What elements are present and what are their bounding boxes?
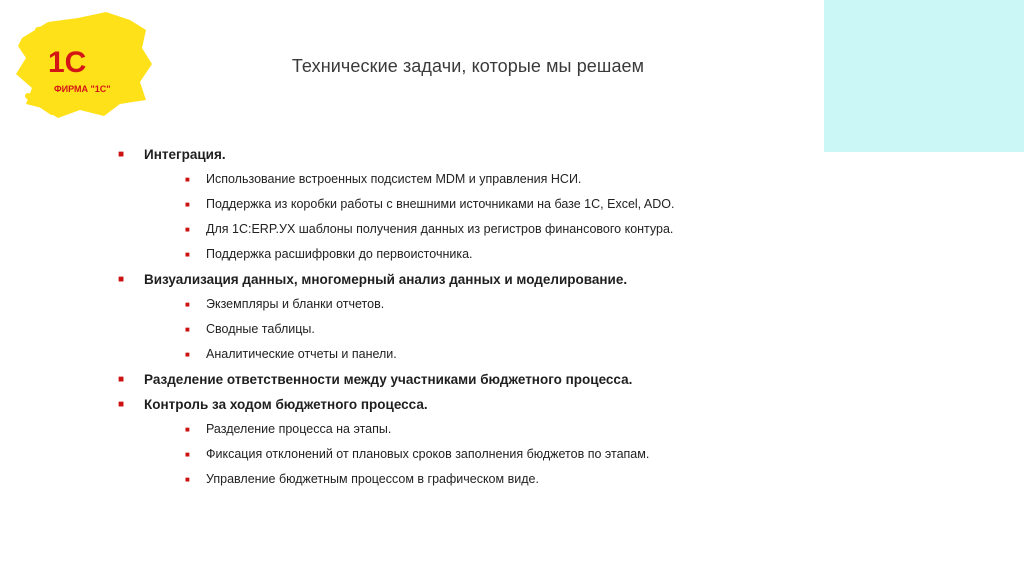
sub-item <box>144 217 818 242</box>
bullet-icon: ■ <box>185 200 190 209</box>
sub-item <box>144 417 818 442</box>
section-heading: Контроль за ходом бюджетного процесса. <box>144 397 428 412</box>
sub-item-text: Поддержка из коробки работы с внешними источниками на базе 1С, Excel, ADO. <box>206 197 675 211</box>
bullet-icon: ■ <box>185 425 190 434</box>
sub-item <box>144 442 818 467</box>
section-heading-item <box>118 392 818 492</box>
bullet-icon: ■ <box>118 149 125 160</box>
sub-item-list <box>144 292 818 367</box>
sub-item-list <box>144 417 818 492</box>
sub-item <box>144 292 818 317</box>
bullet-icon: ■ <box>185 350 190 359</box>
logo-mark: 1С <box>48 46 87 79</box>
slide-content <box>118 142 818 492</box>
sub-item-text: Управление бюджетным процессом в графическом виде. <box>206 472 539 486</box>
bullet-icon: ■ <box>185 225 190 234</box>
section-heading: Визуализация данных, многомерный анализ данных и моделирование. <box>144 272 628 287</box>
bullet-icon: ■ <box>118 399 125 410</box>
bullet-icon: ■ <box>118 374 125 385</box>
section-list <box>118 142 818 492</box>
sub-item-text: Экземпляры и бланки отчетов. <box>206 297 385 311</box>
bullet-icon: ■ <box>185 475 190 484</box>
section-heading: Интеграция. <box>144 147 226 162</box>
sub-item-list <box>144 167 818 267</box>
bullet-icon: ■ <box>185 325 190 334</box>
bullet-icon: ■ <box>185 250 190 259</box>
sub-item <box>144 192 818 217</box>
sub-item <box>144 467 818 492</box>
sub-item-text: Фиксация отклонений от плановых сроков заполнения бюджетов по этапам. <box>206 447 650 461</box>
sub-item <box>144 167 818 192</box>
bullet-icon: ■ <box>185 450 190 459</box>
sub-item-text: Поддержка расшифровки до первоисточника. <box>206 247 473 261</box>
sub-item-text: Сводные таблицы. <box>206 322 315 336</box>
section-heading-item <box>118 142 818 267</box>
sub-item <box>144 242 818 267</box>
bullet-icon: ■ <box>185 300 190 309</box>
section-heading-item <box>118 267 818 367</box>
sub-item-text: Разделение процесса на этапы. <box>206 422 392 436</box>
section-heading: Разделение ответственности между участниками бюджетного процесса. <box>144 372 633 387</box>
logo-subtext: ФИРМА "1С" <box>54 84 111 94</box>
sub-item <box>144 317 818 342</box>
section-heading-item <box>118 367 818 392</box>
sub-item <box>144 342 818 367</box>
bullet-icon: ■ <box>118 274 125 285</box>
sub-item-text: Для 1С:ERP.УХ шаблоны получения данных из регистров финансового контура. <box>206 222 674 236</box>
slide-title: Технические задачи, которые мы решаем <box>291 56 645 76</box>
bullet-icon: ■ <box>185 175 190 184</box>
sub-item-text: Использование встроенных подсистем MDM и управления НСИ. <box>206 172 582 186</box>
sub-item-text: Аналитические отчеты и панели. <box>206 347 397 361</box>
